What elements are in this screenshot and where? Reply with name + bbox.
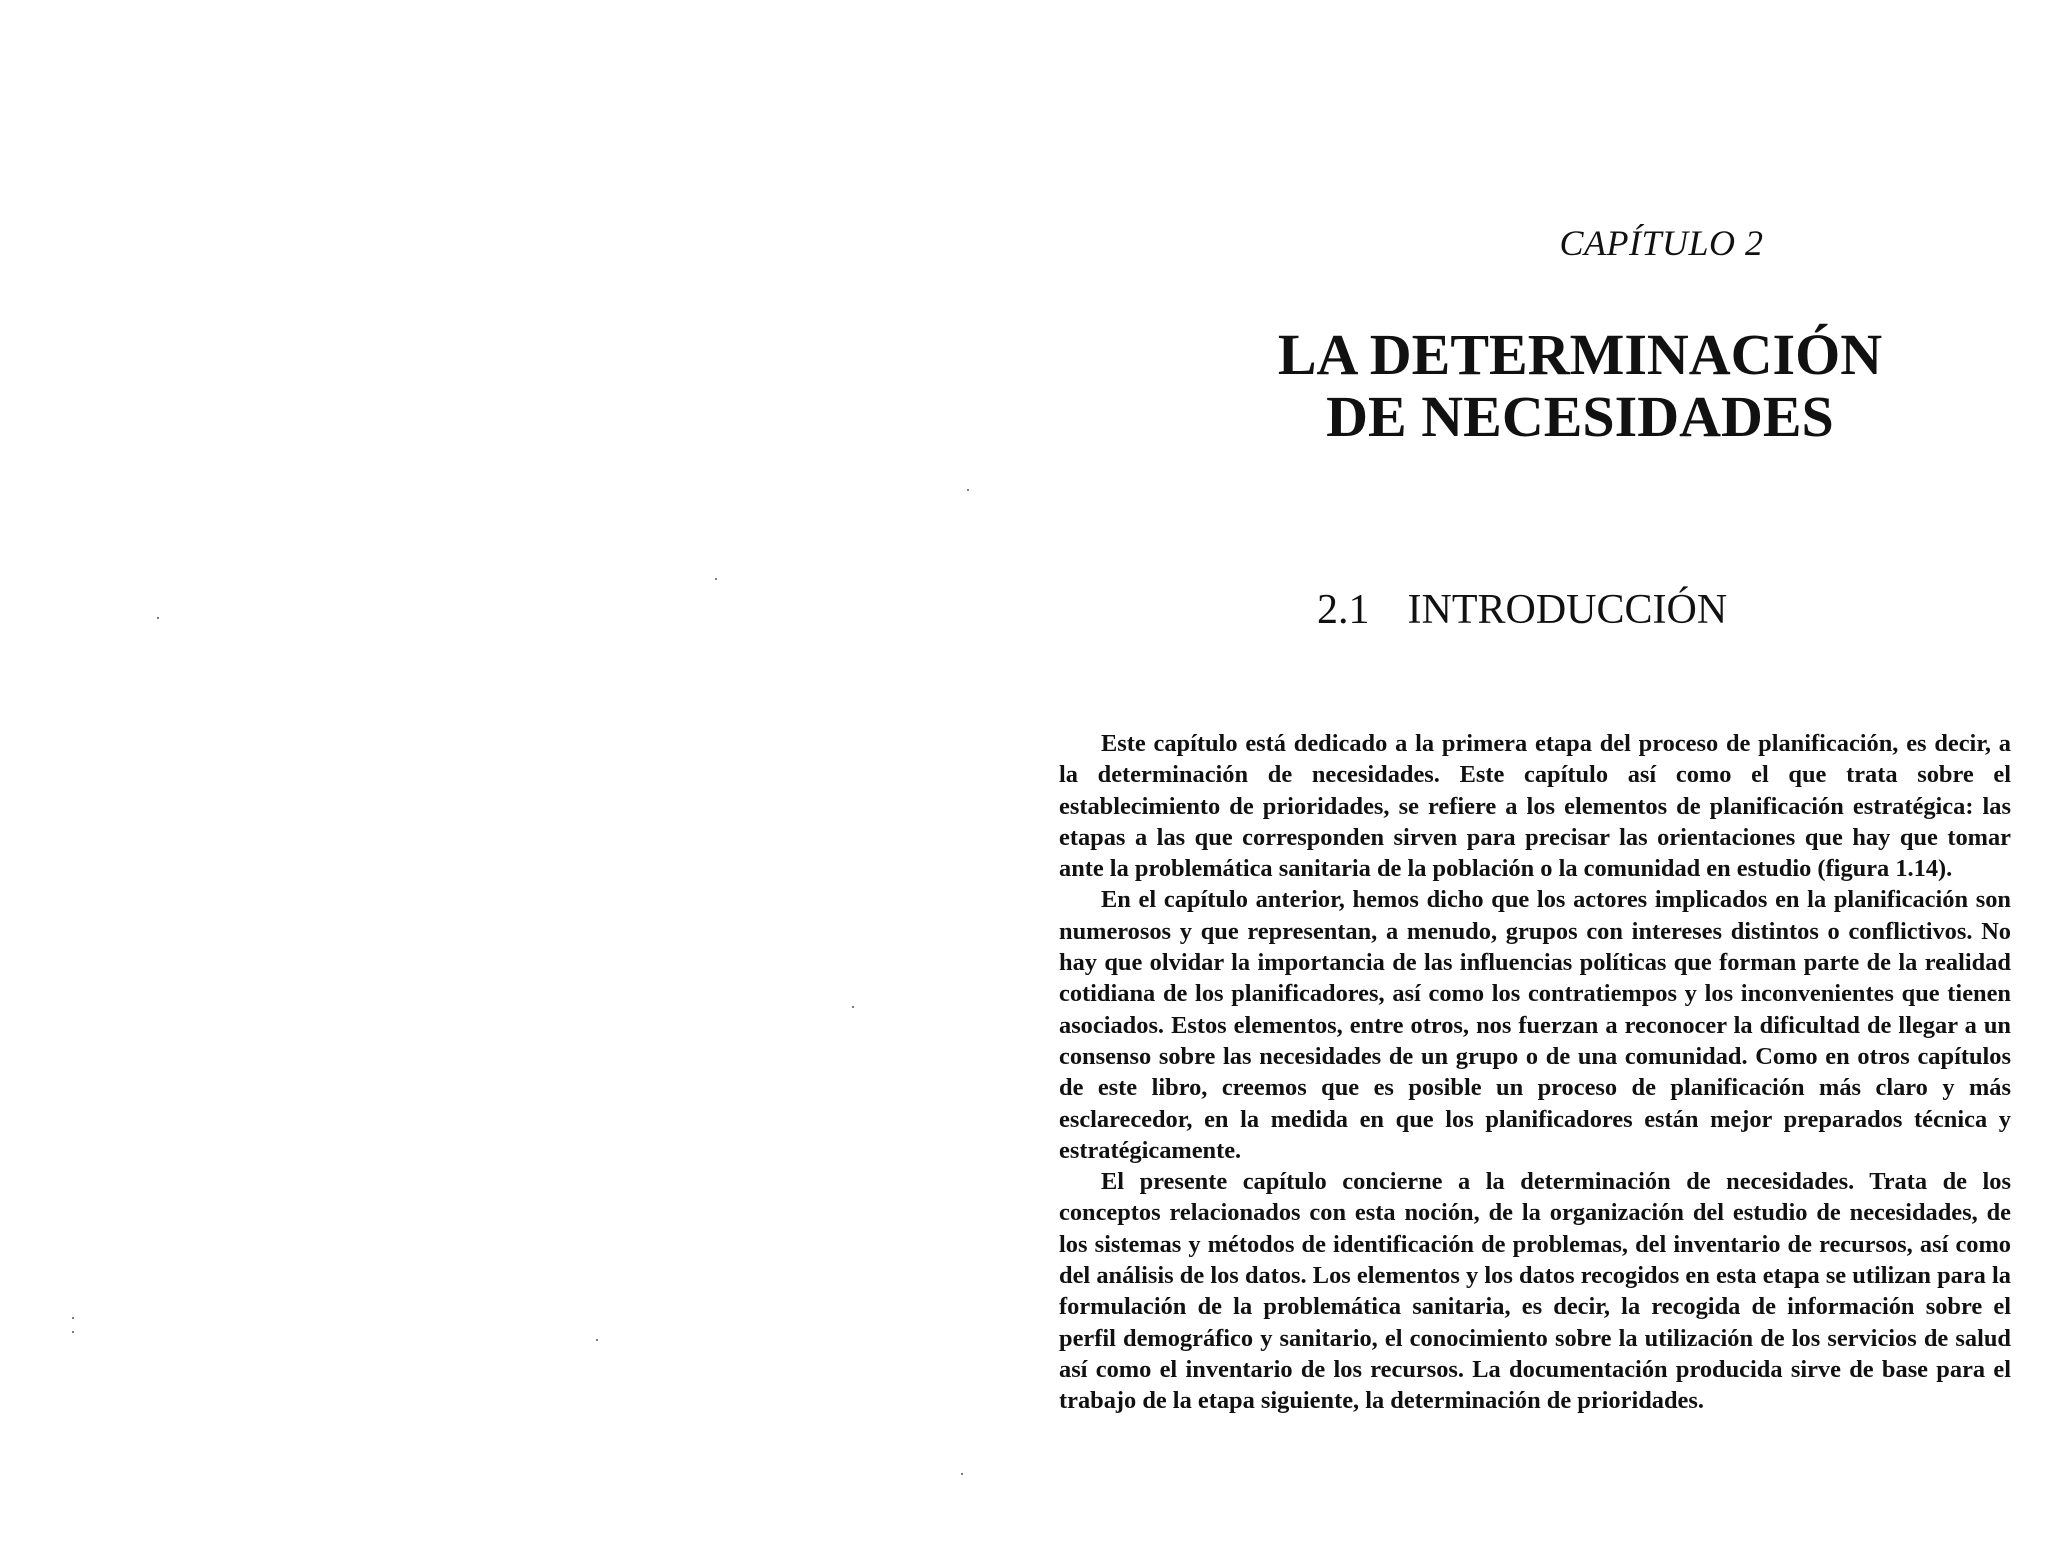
chapter-title-line-2: DE NECESIDADES bbox=[1326, 384, 1834, 449]
scan-speck bbox=[596, 1339, 598, 1341]
section-title: INTRODUCCIÓN bbox=[1407, 587, 1728, 633]
chapter-title bbox=[1230, 324, 1930, 448]
chapter-title-line-1: LA DETERMINACIÓN bbox=[1277, 322, 1883, 387]
scan-speck bbox=[157, 617, 159, 619]
body-text bbox=[1059, 728, 2011, 1417]
paragraph-2: En el capítulo anterior, hemos dicho que los actores implicados en la planificación son numerosos y que representan, a menudo, grupos con intereses distintos o conflictivos. No hay que olvidar la importancia de las influencias políticas que forman parte de la realidad cotidiana de los planificadores, así como los contratiempos y los inconvenientes que tienen asociados. Estos elementos, entre otros, nos fuerzan a reconocer la dificultad de llegar a un consenso sobre las necesidades de un grupo o de una comunidad. Como en otros capítulos de este libro, creemos que es posible un proceso de planificación más claro y más esclarecedor, en la medida en que los planificadores están mejor preparados técnica y estratégicamente. bbox=[1059, 886, 2011, 1164]
paragraph-3: El presente capítulo concierne a la determinación de necesidades. Trata de los conceptos relacionados con esta noción, de la organización del estudio de necesidades, de los sistemas y métodos de identificación de problemas, del inventario de recursos, así como del análisis de los datos. Los elementos y los datos recogidos en esta etapa se utilizan para la formulación de la problemática sanitaria, es decir, la recogida de información sobre el perfil demográfico y sanitario, el conocimiento sobre la utilización de los servicios de salud así como el inventario de los recursos. La documentación producida sirve de base para el trabajo de la etapa siguiente, la determinación de prioridades. bbox=[1059, 1168, 2011, 1415]
scan-speck bbox=[72, 1317, 74, 1319]
scan-speck bbox=[852, 1006, 854, 1008]
chapter-label: CAPÍTULO 2 bbox=[1559, 223, 1764, 263]
scan-speck bbox=[72, 1331, 74, 1333]
scan-speck bbox=[715, 578, 717, 580]
section-number: 2.1 bbox=[1317, 587, 1370, 633]
section-heading bbox=[1317, 586, 1727, 634]
paragraph-1: Este capítulo está dedicado a la primera etapa del proceso de planificación, es decir, a la determinación de necesidades. Este capítulo así como el que trata sobre el establecimiento de prioridades, se refiere a los elementos de planificación estratégica: las etapas a las que corresponden sirven para precisar las orientaciones que hay que tomar ante la problemática sanitaria de la población o la comunidad en estudio (figura 1.14). bbox=[1059, 730, 2011, 883]
right-page bbox=[1030, 0, 2048, 1559]
scan-speck bbox=[961, 1473, 963, 1475]
scan-speck bbox=[967, 489, 969, 491]
